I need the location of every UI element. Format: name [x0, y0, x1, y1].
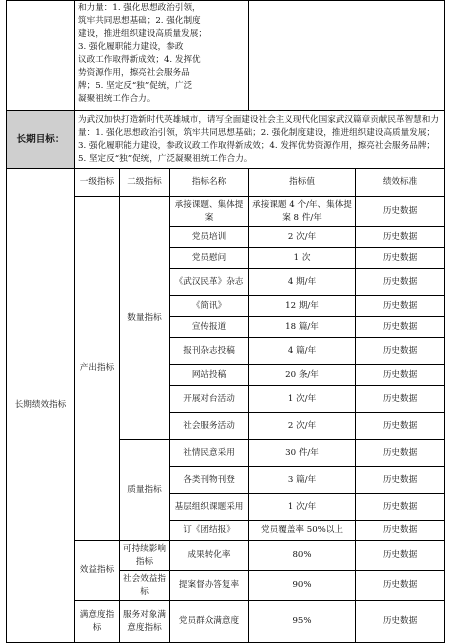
indicator-name: 党员慰问 — [170, 248, 249, 269]
indicator-value: 4 篇/年 — [249, 338, 356, 365]
indicator-value: 18 篇/年 — [249, 317, 356, 338]
top-empty-cell — [7, 1, 75, 111]
side-label: 长期绩效指标 — [7, 169, 75, 643]
indicator-value: 1 次/年 — [249, 494, 356, 521]
header-name: 指标名称 — [170, 169, 249, 197]
indicator-standard: 历史数据 — [356, 541, 445, 571]
benefit-label: 效益指标 — [75, 541, 120, 601]
top-line: 势资源作用，擦亮社会服务品 — [78, 68, 190, 78]
satisfaction-label: 满意度指标 — [75, 601, 120, 643]
indicator-standard: 历史数据 — [356, 227, 445, 248]
indicator-value: 承接课题 4 个/年、集体提案 8 件/年 — [249, 197, 356, 227]
indicator-value: 20 条/年 — [249, 365, 356, 386]
indicator-value: 30 件/年 — [249, 440, 356, 467]
indicator-name: 网站投稿 — [170, 365, 249, 386]
indicator-name: 成果转化率 — [170, 541, 249, 571]
indicator-name: 《武汉民革》杂志 — [170, 269, 249, 296]
indicator-standard: 历史数据 — [356, 601, 445, 643]
indicator-standard: 历史数据 — [356, 269, 445, 296]
indicator-standard: 历史数据 — [356, 467, 445, 494]
top-continuation-row — [7, 1, 445, 111]
indicator-name: 报刊杂志投稿 — [170, 338, 249, 365]
output-label: 产出指标 — [75, 197, 120, 541]
long-goal-text: 为武汉加快打造新时代英雄城市，请写全面建设社会主义现代化国家武汉篇章贡献民革智慧和力量：1. 强化思想政治引领，筑牢共同思想基础；2. 强化制度建设，推进组织建设高质量发展；3. 强化履职能力建设，参政议政工作取得新成效；4. 发挥优势资源作用，擦亮社会服务品牌；5. 坚定反“独”促统，广泛凝聚祖统工作合力。 — [75, 111, 445, 169]
indicator-standard: 历史数据 — [356, 386, 445, 413]
long-goal-row — [7, 111, 445, 169]
indicator-value: 2 次/年 — [249, 413, 356, 440]
indicator-standard: 历史数据 — [356, 338, 445, 365]
sub-indicator: 社会效益指标 — [120, 571, 170, 601]
indicator-name: 基层组织课题采用 — [170, 494, 249, 521]
quality-label: 质量指标 — [120, 440, 170, 541]
sub-indicator: 可持续影响指标 — [120, 541, 170, 571]
top-line: 凝聚祖统工作合力。 — [78, 94, 156, 104]
indicator-standard: 历史数据 — [356, 296, 445, 317]
indicator-standard: 历史数据 — [356, 365, 445, 386]
document-page — [6, 0, 444, 643]
indicator-standard: 历史数据 — [356, 413, 445, 440]
indicator-name: 订《团结报》 — [170, 521, 249, 541]
indicator-standard: 历史数据 — [356, 317, 445, 338]
top-goal-text — [75, 1, 249, 111]
performance-table — [6, 0, 445, 643]
header-level1: 一级指标 — [75, 169, 120, 197]
indicator-standard: 历史数据 — [356, 248, 445, 269]
indicator-value: 12 期/年 — [249, 296, 356, 317]
indicator-name: 党员群众满意度 — [170, 601, 249, 643]
header-level2: 二级指标 — [120, 169, 170, 197]
top-line: 3. 强化履职能力建设，参政 — [78, 42, 184, 52]
top-line: 筑牢共同思想基础；2. 强化制度 — [78, 16, 201, 26]
indicator-name: 各类刊物刊登 — [170, 467, 249, 494]
top-empty-right — [249, 1, 445, 111]
top-line: 和力量：1. 强化思想政治引领， — [78, 3, 201, 13]
indicator-value: 1 次/年 — [249, 386, 356, 413]
indicator-value: 95% — [249, 601, 356, 643]
top-line: 建设，推进组织建设高质量发展； — [78, 29, 207, 39]
long-goal-label: 长期目标： — [7, 111, 75, 169]
quantity-label: 数量指标 — [120, 197, 170, 440]
sub-indicator: 服务对象满意度指标 — [120, 601, 170, 643]
top-line: 议政工作取得新成效；4. 发挥优 — [78, 55, 201, 65]
indicator-standard: 历史数据 — [356, 197, 445, 227]
indicator-value: 2 次/年 — [249, 227, 356, 248]
indicator-name: 承接课题、集体提案 — [170, 197, 249, 227]
header-standard: 绩效标准 — [356, 169, 445, 197]
indicator-value: 党员覆盖率 50%以上 — [249, 521, 356, 541]
indicator-standard: 历史数据 — [356, 494, 445, 521]
indicator-name: 宣传报道 — [170, 317, 249, 338]
header-row — [7, 169, 445, 197]
indicator-name: 社情民意采用 — [170, 440, 249, 467]
indicator-value: 4 期/年 — [249, 269, 356, 296]
indicator-value: 80% — [249, 541, 356, 571]
indicator-name: 开展对台活动 — [170, 386, 249, 413]
indicator-standard: 历史数据 — [356, 571, 445, 601]
indicator-name: 提案督办答复率 — [170, 571, 249, 601]
indicator-value: 3 篇/年 — [249, 467, 356, 494]
indicator-value: 90% — [249, 571, 356, 601]
top-line: 牌；5. 坚定反“独”促统，广泛 — [78, 81, 193, 91]
indicator-value: 1 次 — [249, 248, 356, 269]
indicator-name: 党员培训 — [170, 227, 249, 248]
header-value: 指标值 — [249, 169, 356, 197]
indicator-name: 《简讯》 — [170, 296, 249, 317]
indicator-name: 社会服务活动 — [170, 413, 249, 440]
indicator-standard: 历史数据 — [356, 440, 445, 467]
indicator-standard: 历史数据 — [356, 521, 445, 541]
